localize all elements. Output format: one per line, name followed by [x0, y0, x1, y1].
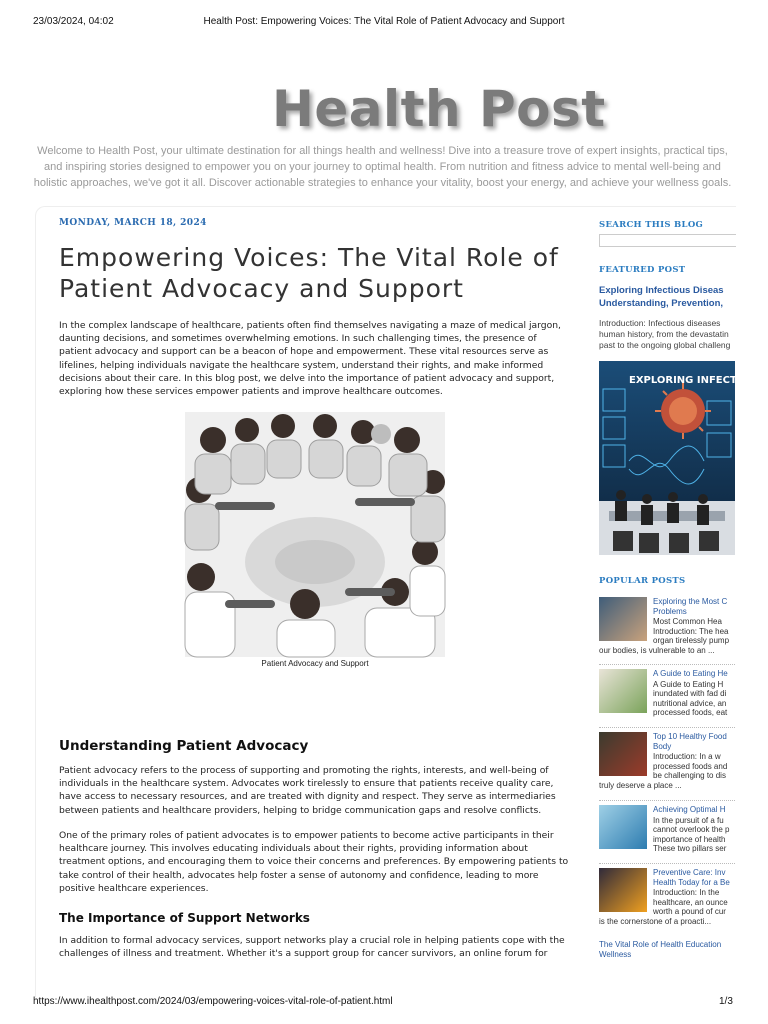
popular-post-title-link[interactable]: [653, 732, 743, 751]
popular-post-title-line: Exploring the Most C: [653, 597, 728, 606]
infectious-disease-illustration: [599, 361, 765, 555]
popular-post-thumbnail[interactable]: [599, 597, 647, 641]
popular-post-snippet-line: is the cornerstone of a proacti...: [599, 916, 712, 926]
popular-separator: [599, 727, 735, 728]
post-image[interactable]: [185, 412, 445, 657]
section-heading-support-networks: The Importance of Support Networks: [59, 911, 310, 925]
popular-post-snippet: [653, 816, 743, 854]
featured-snippet-line: human history, from the devastatin: [599, 329, 729, 339]
print-page-number: 1/3: [719, 996, 733, 1007]
popular-post-snippet: [653, 752, 743, 781]
popular-post-snippet-line: processed foods and: [653, 761, 728, 771]
popular-post-snippet: [653, 888, 743, 917]
popular-post-snippet-line: truly deserve a place ...: [599, 780, 682, 790]
paragraph-support-networks: In addition to formal advocacy services, support networks play a crucial role in helping patients cope with the challenges of illness and treatment. Whether it's a support group for cancer survivors, an online forum for: [59, 935, 565, 960]
post-date: MONDAY, MARCH 18, 2024: [59, 218, 207, 228]
popular-post-snippet-line: inundated with fad di: [653, 689, 727, 698]
popular-post-thumbnail[interactable]: [599, 669, 647, 713]
popular-post-snippet-line: be challenging to dis: [653, 771, 726, 780]
popular-post-title-link[interactable]: [653, 669, 743, 679]
popular-post-title-line: Preventive Care: Inv: [653, 868, 726, 877]
popular-post-title-line: Body: [653, 741, 672, 751]
popular-separator: [599, 863, 735, 864]
popular-post-item[interactable]: [599, 805, 735, 865]
popular-post-thumbnail[interactable]: [599, 868, 647, 912]
popular-post-snippet-line: organ tirelessly pump: [653, 636, 730, 645]
popular-post-snippet-line: Introduction: The hea: [653, 626, 729, 636]
popular-post-snippet-line: processed foods, eat: [653, 708, 728, 717]
post-intro: In the complex landscape of healthcare, patients often find themselves navigating a maze of medical jargon, daunting decisions, and sometimes overwhelming emotions. In such challenging times, the presence of patient advocacy and support can be a beacon of hope and empowerment. These vital resources serve as lifelines, helping individuals navigate the healthcare system, understand their rights, and make informed decisions about their care. In this blog post, we delve into the importance of patient advocacy and support, exploring how these services empower patients and improve healthcare outcomes.: [59, 320, 561, 398]
popular-post-title-line: Health Today for a Be: [653, 877, 730, 887]
featured-snippet-line: past to the ongoing global challeng: [599, 340, 731, 350]
print-header: [0, 16, 768, 30]
featured-heading: FEATURED POST: [599, 265, 686, 275]
image-caption: Patient Advocacy and Support: [261, 659, 369, 668]
popular-post-snippet-line: In the pursuit of a fu: [653, 815, 724, 825]
featured-post-snippet: [599, 318, 735, 351]
search-input[interactable]: [599, 234, 736, 247]
popular-post-snippet-line: Most Common Hea: [653, 617, 722, 626]
blog-description: Welcome to Health Post, your ultimate destination for all things health and wellness! Dive into a treasure trove of expert insights, practical tips, and inspiring stories designed to empower you on your journey to optimal health. From nutrition and fitness advice to mental well-being and holistic approaches, we've got it all. Discover actionable strategies to enhance your vitality, boost your energy, and achieve your wellness goals.: [33, 145, 732, 189]
popular-post-item[interactable]: [599, 868, 735, 928]
popular-post-snippet-line: A Guide to Eating H: [653, 679, 724, 689]
popular-post-title-line: A Guide to Eating He: [653, 669, 728, 678]
paragraph-advocacy-definition: Patient advocacy refers to the process of supporting and promoting the rights, interests, and well-being of individuals in the healthcare system. Advocates work tirelessly to ensure that patients receive quality care, have access to necessary resources, and are treated with dignity and respect. They serve as intermediaries between patients and healthcare providers, helping to bridge communication gaps and resolve conflicts.: [59, 765, 556, 816]
popular-post-snippet-line: Introduction: In the: [653, 888, 720, 897]
print-page-title: Health Post: Empowering Voices: The Vital Role of Patient Advocacy and Support: [203, 16, 565, 27]
popular-heading: POPULAR POSTS: [599, 576, 686, 586]
popular-post-thumbnail[interactable]: [599, 732, 647, 776]
popular-post-snippet-line: our bodies, is vulnerable to an ...: [599, 645, 715, 655]
print-timestamp: 23/03/2024, 04:02: [33, 16, 114, 27]
popular-post-snippet-line: healthcare, an ounce: [653, 897, 728, 907]
popular-post-title-link[interactable]: [653, 805, 743, 815]
popular-post-snippet-line: nutritional advice, an: [653, 698, 727, 708]
popular-post-title-line: Wellness: [599, 950, 632, 959]
popular-post-thumbnail[interactable]: [599, 805, 647, 849]
featured-image-text: EXPLORING INFECTIOUS: [629, 375, 765, 386]
popular-post-snippet-line: These two pillars ser: [653, 844, 727, 853]
popular-post-snippet-line: worth a pound of cur: [653, 907, 726, 916]
popular-post-snippet-line: cannot overlook the p: [653, 825, 730, 834]
popular-post-item[interactable]: [599, 732, 735, 792]
featured-post-image[interactable]: [599, 361, 765, 555]
popular-post-snippet-line: importance of health: [653, 834, 726, 844]
popular-separator: [599, 664, 735, 665]
popular-post-item[interactable]: [599, 597, 735, 657]
blog-title[interactable]: Health Post: [272, 80, 606, 138]
post-title: Empowering Voices: The Vital Role of Patient Advocacy and Support: [59, 243, 559, 303]
people-circle-illustration: [185, 412, 445, 657]
popular-post-snippet-line: Introduction: In a w: [653, 752, 721, 761]
popular-post-title-link[interactable]: [653, 868, 743, 887]
paragraph-advocate-roles: One of the primary roles of patient advocates is to empower patients to become active participants in their healthcare journey. This involves educating individuals about their rights, providing information about treatment options, and encouraging them to voice their concerns and preferences. By empowering patients to take control of their health, advocates help foster a sense of autonomy and confidence, leading to more positive healthcare experiences.: [59, 830, 569, 894]
popular-separator: [599, 800, 735, 801]
popular-post-item[interactable]: [599, 669, 735, 729]
popular-post-title-line: Problems: [653, 606, 687, 616]
popular-post-title-line: Top 10 Healthy Food: [653, 732, 727, 741]
popular-post-snippet: [653, 680, 743, 718]
popular-post-link[interactable]: [599, 940, 735, 960]
section-heading-understanding: Understanding Patient Advocacy: [59, 738, 309, 754]
popular-post-title-line: The Vital Role of Health Education: [599, 940, 722, 949]
popular-post-snippet: [653, 617, 743, 646]
search-heading: SEARCH THIS BLOG: [599, 220, 704, 230]
featured-post-title-link[interactable]: [599, 284, 735, 310]
featured-title-line: Exploring Infectious Diseas: [599, 285, 724, 296]
featured-snippet-line: Introduction: Infectious diseases: [599, 318, 721, 328]
featured-title-line: Understanding, Prevention,: [599, 298, 724, 309]
print-url: https://www.ihealthpost.com/2024/03/empowering-voices-vital-role-of-patient.html: [33, 996, 393, 1007]
popular-post-title-link[interactable]: [653, 597, 743, 616]
popular-post-title-line: Achieving Optimal H: [653, 805, 726, 814]
